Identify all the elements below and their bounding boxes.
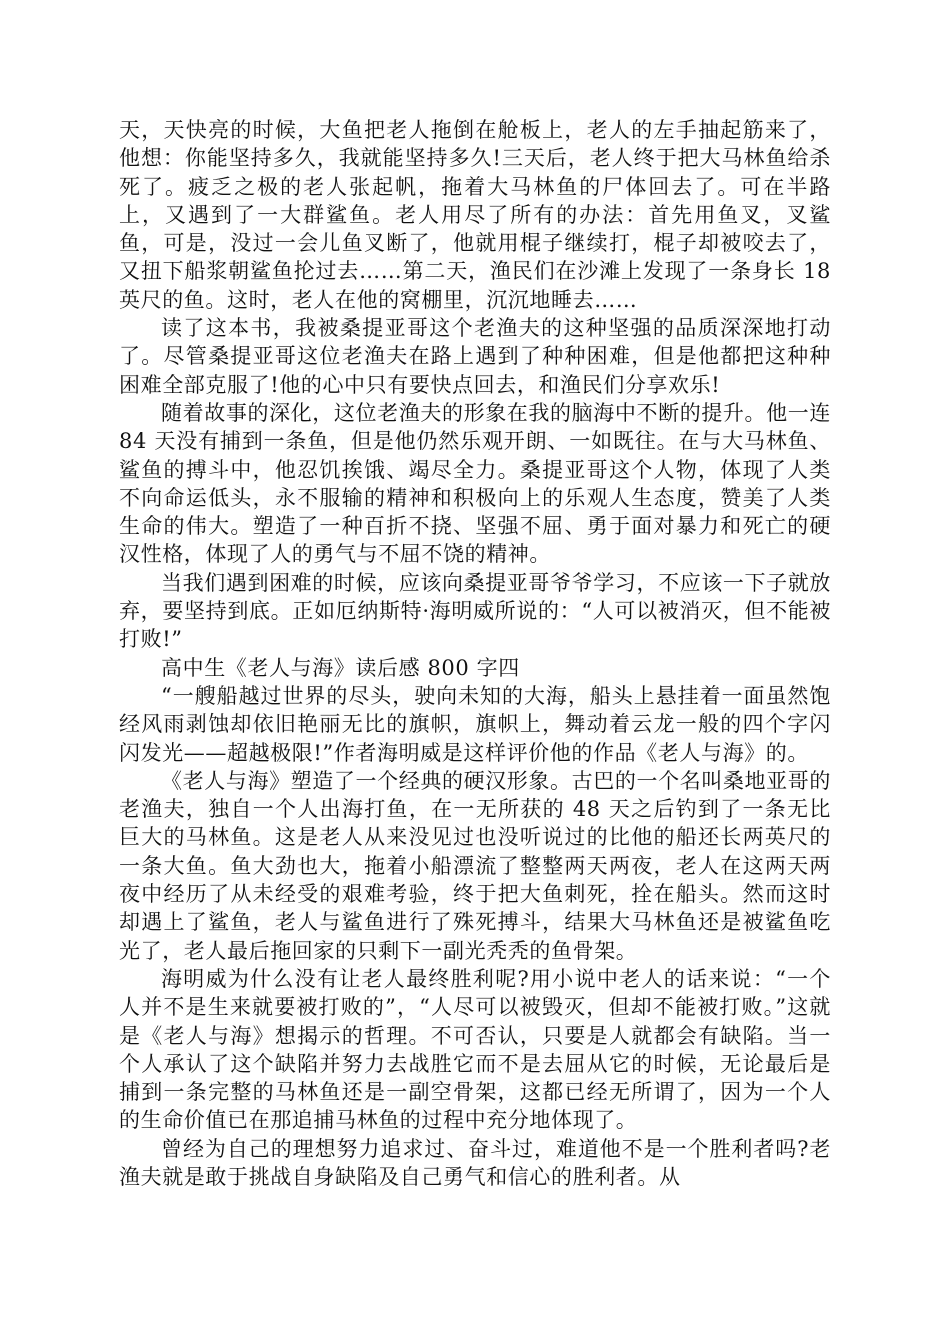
- paragraph-plot-summary: 《老人与海》塑造了一个经典的硬汉形象。古巴的一个名叫桑地亚哥的老渔夫，独自一个人出海打鱼，在一无所获的 48 天之后钓到了一条无比巨大的马林鱼。这是老人从来没见过也没听说过的比他的船还长两英尺的一条大鱼。鱼大劲也大，拖着小船漂流了整整两天两夜，老人在这两天两夜中经历了从未经受的艰难考验，终于把大鱼刺死，拴在船头。然而这时却遇上了鲨鱼，老人与鲨鱼进行了殊死搏斗，结果大马林鱼还是被鲨鱼吃光了，老人最后拖回家的只剩下一副光秃秃的鱼骨架。: [119, 768, 831, 963]
- paragraph-character-analysis: 随着故事的深化，这位老渔夫的形象在我的脑海中不断的提升。他一连 84 天没有捕到一条鱼，但是他仍然乐观开朗、一如既往。在与大马林鱼、鲨鱼的搏斗中，他忍饥挨饿、竭尽全力。桑提亚哥这个人物，体现了人类不向命运低头，永不服输的精神和积极向上的乐观人生态度，赞美了人类生命的伟大。塑造了一种百折不挠、坚强不屈、勇于面对暴力和死亡的硬汉性格，体现了人的勇气与不屈不饶的精神。: [119, 400, 831, 567]
- paragraph-philosophy: 海明威为什么没有让老人最终胜利呢?用小说中老人的话来说：“一个人并不是生来就要被打败的”，“人尽可以被毁灭，但却不能被打败。”这就是《老人与海》想揭示的哲理。不可否认，只要是人就都会有缺陷。当一个人承认了这个缺陷并努力去战胜它而不是去屈从它的时候，无论最后是捕到一条完整的马林鱼还是一副空骨架，这都已经无所谓了，因为一个人的生命价值已在那追捕马林鱼的过程中充分地体现了。: [119, 966, 831, 1133]
- paragraph-reflection: 读了这本书，我被桑提亚哥这个老渔夫的这种坚强的品质深深地打动了。尽管桑提亚哥这位老渔夫在路上遇到了种种困难，但是他都把这种种困难全部克服了!他的心中只有要快点回去，和渔民们分享欢乐!: [119, 316, 831, 397]
- paragraph-lesson: 当我们遇到困难的时候，应该向桑提亚哥爷爷学习，不应该一下子就放弃，要坚持到底。正如厄纳斯特·海明威所说的：“人可以被消灭，但不能被打败!”: [119, 570, 831, 652]
- document-body: [119, 116, 831, 1191]
- paragraph-conclusion-start: 曾经为自己的理想努力追求过、奋斗过，难道他不是一个胜利者吗?老渔夫就是敢于挑战自身缺陷及自己勇气和信心的胜利者。从: [119, 1136, 831, 1189]
- paragraph-quote-intro: “一艘船越过世界的尽头，驶向未知的大海，船头上悬挂着一面虽然饱经风雨剥蚀却依旧艳丽无比的旗帜，旗帜上，舞动着云龙一般的四个字闪闪发光——超越极限!”作者海明威是这样评价他的作品《老人与海》的。: [119, 683, 831, 765]
- essay-section-title: 高中生《老人与海》读后感 800 字四: [161, 655, 520, 680]
- paragraph-story-ending: 天，天快亮的时候，大鱼把老人拖倒在舱板上，老人的左手抽起筋来了，他想：你能坚持多久，我就能坚持多久!三天后，老人终于把大马林鱼给杀死了。疲乏之极的老人张起帆，拖着大马林鱼的尸体回去了。可在半路上，又遇到了一大群鲨鱼。老人用尽了所有的办法：首先用鱼叉，叉鲨鱼，可是，没过一会儿鱼叉断了，他就用棍子继续打，棍子却被咬去了，又扭下船浆朝鲨鱼抡过去……第二天，渔民们在沙滩上发现了一条身长 18 英尺的鱼。这时，老人在他的窝棚里，沉沉地睡去……: [119, 118, 831, 312]
